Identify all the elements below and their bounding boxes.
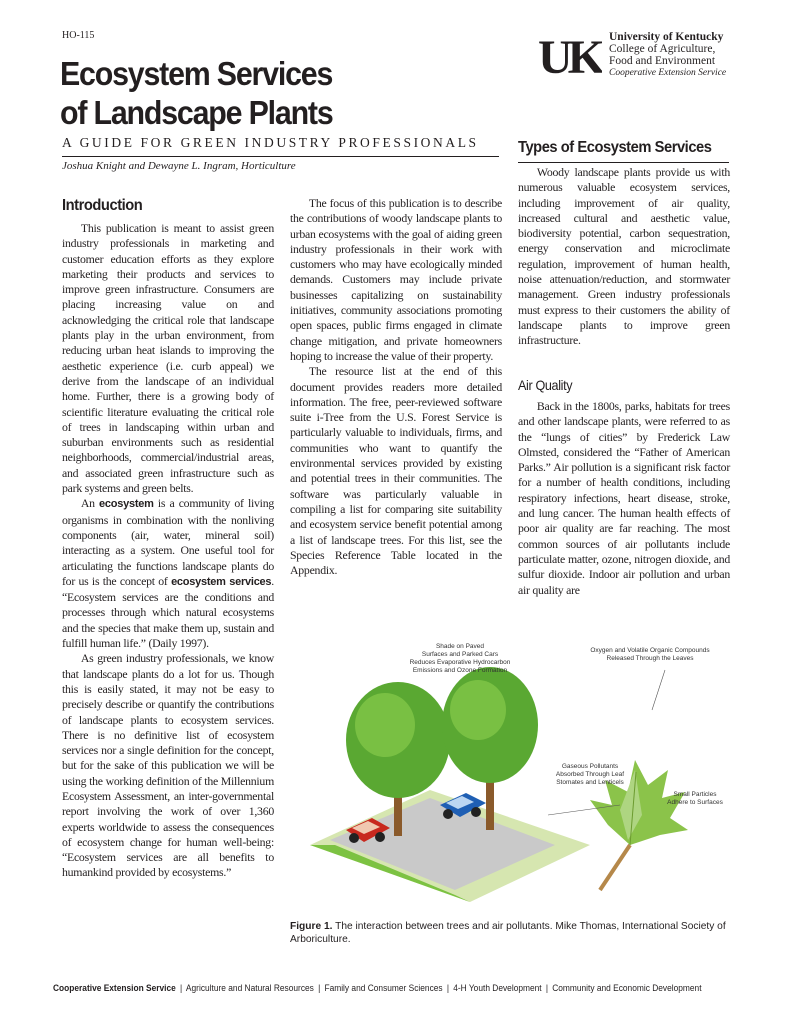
- intro-p2-text-b: is a community of living organisms in combination with the nonliving components (air, water, mineral soil) interacting as a system. One useful tool for articulating the functions landscape plants do for us is the concept of: [62, 496, 274, 588]
- term-ecosystem: ecosystem: [99, 498, 154, 511]
- footer-separator-1: |: [180, 983, 183, 993]
- college-name-2: Food and Environment: [609, 55, 716, 67]
- intro-p2-text-c: . “Ecosystem services are the conditions and processes through which natural ecosystems and the species that make them up, sustain and fulfill human life.” (Daily 1997).: [62, 573, 274, 651]
- footer: [53, 983, 702, 993]
- footer-separator-4: |: [545, 983, 548, 993]
- subtitle: A GUIDE FOR GREEN INDUSTRY PROFESSIONALS: [62, 135, 479, 150]
- footer-separator-3: |: [446, 983, 450, 993]
- intro-p2-text-a: An: [80, 496, 100, 511]
- extension-service: Cooperative Extension Service: [609, 68, 727, 78]
- types-paragraph-1: Woody landscape plants provide us with numerous valuable ecosystem services, including improvement of air quality, increased cultural and aesthetic value, biodiversity potential, carbon sequestration, energy conservation and microclimate regulation, improvement of human health, noise attenuation/reduction, and stormwater management. Green industry professionals must express to their customers the ability of landscape plants to improve green infrastructure.: [518, 165, 730, 348]
- label-oxygen-1: Oxygen and Volatile Organic Compounds: [590, 647, 710, 654]
- title-line-2: of Landscape Plants: [60, 94, 333, 131]
- institution-block: [609, 31, 726, 79]
- footer-item-3: 4-H Youth Development: [453, 983, 542, 993]
- types-column: [518, 165, 730, 349]
- uk-logo-icon: [538, 31, 602, 77]
- label-shade-4: Emissions and Ozone Formation: [412, 667, 508, 674]
- university-name: University of Kentucky: [609, 31, 724, 43]
- label-gas-2: Absorbed Through Leaf: [555, 771, 625, 778]
- intro-paragraph-1: This publication is meant to assist green industry professionals in marketing and customer education efforts as they explore marketing their products and services to improve green infrastructure. Consumers are placing increasing value on and acknowledging the critical role that landscape plants play in the urban environment, from reducing urban heat islands to improving the aesthetic experience (i.e. curb appeal) we derive from the landscape of an individual home. Further, there is a growing body of scientific literature evaluating the critical role of trees in landscaping within urban and suburban environments such as residential neighborhoods, commercial/industrial areas, and associated green infrastructure such as park systems and green belts.: [62, 221, 274, 496]
- uk-logo-text: UK: [538, 31, 600, 77]
- page-title: [60, 54, 446, 132]
- label-shade-3: Reduces Evaporative Hydrocarbon: [409, 659, 511, 666]
- middle-column: [290, 196, 502, 578]
- intro-heading: Introduction: [62, 197, 143, 214]
- air-quality-paragraph: Back in the 1800s, parks, habitats for trees and other landscape plants, were referred to as the “lungs of cities” by Frederick Law Olmsted, considered the “Father of American Parks.” Air pollution is a significant risk factor for a number of health conditions, including respiratory infections, heart disease, stroke, and lung cancer. The human health effects of poor air quality are far reaching. The most common sources of air pollutants include particulate matter, ozone, nitrogen dioxide, and sulfur dioxide. Indoor air pollution and urban air quality are: [518, 399, 730, 597]
- middle-paragraph-2: The resource list at the end of this document provides readers more detailed information. The free, peer-reviewed software suite i-Tree from the U.S. Forest Service is particularly valuable to individuals, firms, and communities who want to quantify the environmental services provided by existing and potential trees in their communities. The software was particularly valuable in compiling a list for comparing site suitability and ecosystem service benefit potential among a list of landscape trees. For this list, see the Species Reference Table located in the Appendix.: [290, 364, 502, 578]
- label-shade-1: Shade on Paved: [435, 643, 485, 650]
- figure-caption: [290, 920, 730, 946]
- label-small-2: Adhere to Surfaces: [667, 799, 723, 806]
- label-oxygen-2: Released Through the Leaves: [606, 655, 694, 662]
- footer-item-2: Family and Consumer Sciences: [324, 983, 443, 993]
- figure-trees-air-pollutants: [290, 640, 738, 910]
- footer-separator-2: |: [318, 983, 321, 993]
- leader-line-oxygen: [652, 670, 665, 710]
- label-gas-1: Gaseous Pollutants: [561, 763, 619, 770]
- figure-caption-text: The interaction between trees and air pollutants. Mike Thomas, International Society of Arboriculture.: [290, 921, 726, 945]
- title-rule: [62, 156, 499, 157]
- footer-item-1: Agriculture and Natural Resources: [185, 983, 314, 993]
- intro-paragraph-3: As green industry professionals, we know that landscape plants do a lot for us. Though this is easily stated, it may not be easy to precisely describe or quantify the contributions of landscape plants to ecosystem services. There is no definitive list of ecosystem services nor a single definition for the concept, but for the sake of this publication we will be using the working definition of the Millennium Ecosystem Assessment, an inter-governmental report involving the work of over 1,360 experts worldwide to assess the consequences of ecosystem change for human well-being: “Ecosystem services are all benefits to humankind provided by ecosystems.”: [62, 651, 274, 880]
- label-small-1: Small Particles: [673, 791, 717, 798]
- footer-item-0: Cooperative Extension Service: [53, 983, 176, 993]
- middle-paragraph-1: The focus of this publication is to describe the contributions of woody landscape plants to urban ecosystems with the goal of aiding green industry professionals in their work with customers who may have ecologically minded demands. Customers may include private businesses capitalizing on sustainability initiatives, community associations promoting open spaces, public firms engaged in climate change mitigation, and private homeowners hoping to increase the value of their property.: [290, 196, 502, 363]
- intro-paragraph-2: [62, 496, 274, 651]
- figure-caption-label: Figure 1.: [290, 921, 333, 932]
- intro-column: [62, 221, 274, 881]
- air-quality-heading: Air Quality: [518, 377, 573, 393]
- air-quality-column: [518, 399, 730, 598]
- tree-canopy-1-highlight: [355, 693, 415, 757]
- types-rule: [518, 162, 729, 163]
- tree-canopy-2-highlight: [450, 680, 506, 740]
- types-heading: Types of Ecosystem Services: [518, 139, 712, 156]
- label-shade-2: Surfaces and Parked Cars: [421, 651, 499, 658]
- publication-code: HO-115: [62, 30, 95, 41]
- footer-item-4: Community and Economic Development: [552, 983, 702, 993]
- authors: Joshua Knight and Dewayne L. Ingram, Horticulture: [62, 160, 296, 172]
- title-line-1: Ecosystem Services: [60, 55, 333, 92]
- label-gas-3: Stomates and Lenticels: [556, 779, 624, 786]
- term-ecosystem-services: ecosystem services: [171, 575, 272, 588]
- college-name-1: College of Agriculture,: [609, 43, 716, 55]
